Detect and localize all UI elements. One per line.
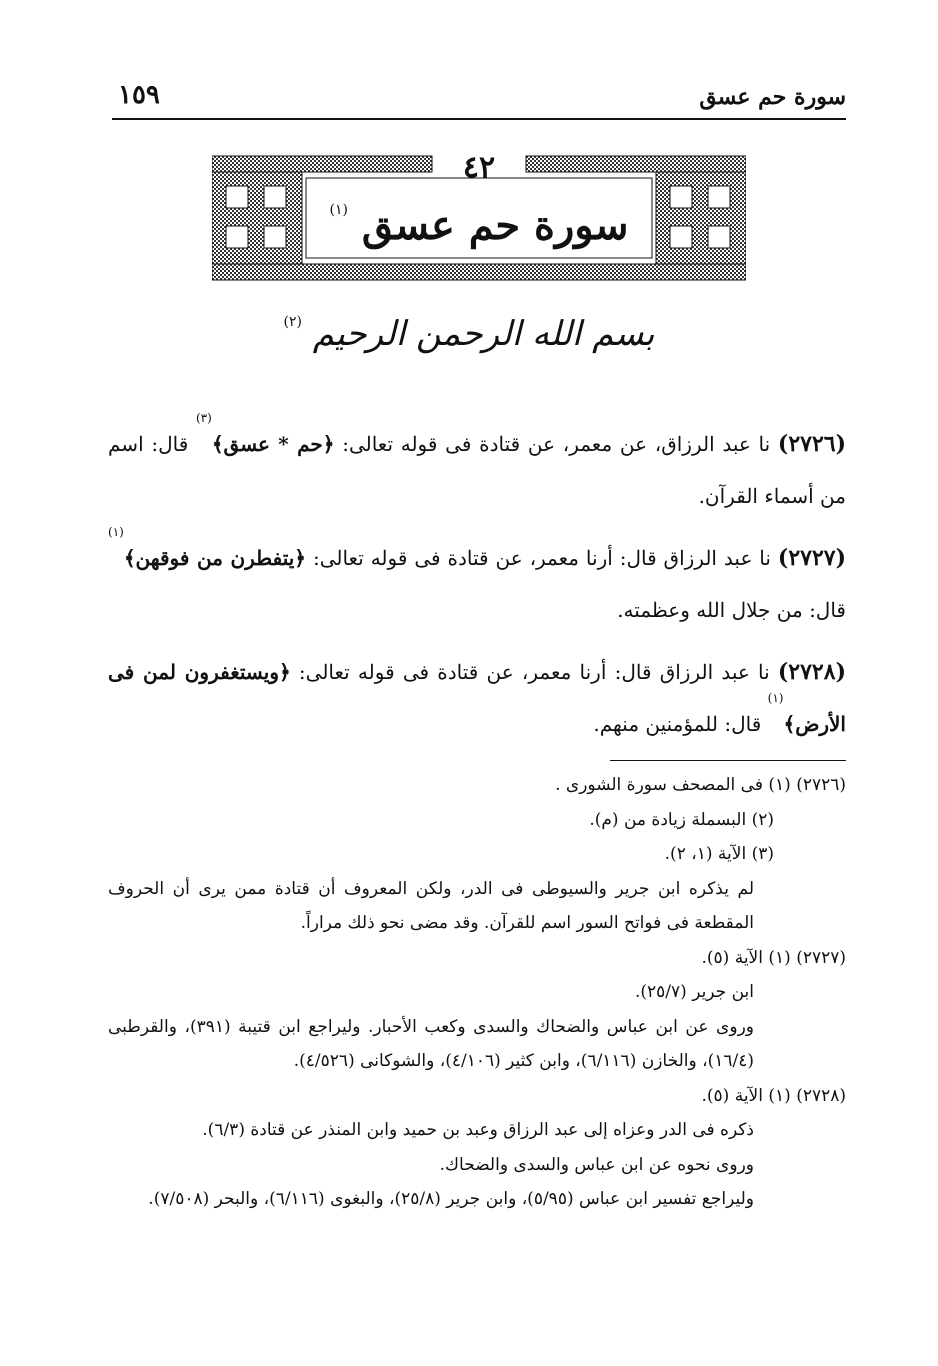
footnote-line: ابن جرير (٢٥/٧).	[634, 982, 754, 1002]
footnote-line: وروى نحوه عن ابن عباس والسدى والضحاك.	[439, 1154, 754, 1175]
footnote-line: لم يذكره ابن جرير والسيوطى فى الدر، ولكن المعروف أن قتادة ممن يرى أن الحروف المقطعة فى فواتح السور اسم للقرآن. وقد مضى نحو ذلك مراراً.	[108, 878, 754, 933]
footnote-line: وليراجع تفسير ابن عباس (٥/٩٥)، وابن جرير (٢٥/٨)، والبغوى (٦/١١٦)، والبحر (٧/٥٠٨).	[148, 1189, 754, 1209]
running-title: سورة حم عسق	[699, 84, 846, 110]
entry	[108, 525, 847, 636]
main-text	[108, 411, 847, 760]
surah-title	[212, 202, 746, 249]
footnote-marker: (٣)	[195, 411, 212, 425]
entry-text: قال: اسم من أسماء القرآن.	[108, 432, 846, 508]
page-number: ١٥٩	[118, 80, 160, 110]
surah-title-text: سورة حم عسق	[361, 202, 629, 249]
entry-text: قال: للمؤمنين منهم.	[593, 712, 762, 736]
basmala	[0, 314, 938, 354]
surah-number: ٤٢	[462, 150, 496, 185]
footnote-rule	[610, 760, 846, 761]
basmala-note: (٢)	[283, 314, 302, 330]
footnote-line: ذكره فى الدر وعزاه إلى عبد الرزاق وعبد بن حميد وابن المنذر عن قتادة (٦/٣).	[202, 1120, 754, 1140]
footnote-line: (٢٧٢٦) (١) فى المصحف سورة الشورى .	[555, 775, 846, 795]
footnote-marker: (١)	[767, 691, 784, 705]
surah-banner	[212, 150, 746, 284]
footnote-line: (٢) البسملة زيادة من (م).	[589, 809, 774, 830]
quran-quote: ﴿يتفطرن من فوقهن﴾	[123, 546, 307, 570]
footnote-line: (٣) الآية (١، ٢).	[664, 844, 774, 864]
footnotes	[108, 768, 846, 1217]
entry	[108, 646, 846, 750]
entry-text: نا عبد الرزاق، عن معمر، عن قتادة فى قوله تعالى:	[342, 432, 771, 456]
footnote-line: (٢٧٢٨) (١) الآية (٥).	[701, 1085, 846, 1106]
basmala-text: بسم الله الرحمن الرحيم	[312, 314, 655, 354]
quran-quote: ﴿ويستغفرون لمن فى الأرض﴾	[108, 660, 846, 736]
entry	[108, 411, 847, 522]
entry-text: نا عبد الرزاق قال: أرنا معمر، عن قتادة فى قوله تعالى:	[312, 546, 771, 570]
surah-title-note: (١)	[329, 202, 348, 218]
footnote-line: (٢٧٢٧) (١) الآية (٥).	[701, 947, 846, 968]
entry-number: (٢٧٢٨)	[777, 659, 846, 685]
footnote-line: وروى عن ابن عباس والضحاك والسدى وكعب الأحبار. وليراجع ابن قتيبة (٣٩١)، والقرطبى (١٦/٤)، والخازن (٦/١١٦)، وابن كثير (٤/١٠٦)، والشوكانى (٤/٥٢٦).	[108, 1016, 754, 1071]
entry-number: (٢٧٢٦)	[777, 431, 847, 457]
entry-text: نا عبد الرزاق قال: أرنا معمر، عن قتادة فى قوله تعالى:	[298, 660, 770, 684]
entry-number: (٢٧٢٧)	[777, 545, 847, 571]
quran-quote: ﴿حم * عسق﴾	[211, 432, 335, 456]
entry-text: قال: من جلال الله وعظمته.	[617, 598, 846, 622]
header-rule	[112, 118, 846, 120]
footnote-marker: (١)	[108, 525, 124, 539]
